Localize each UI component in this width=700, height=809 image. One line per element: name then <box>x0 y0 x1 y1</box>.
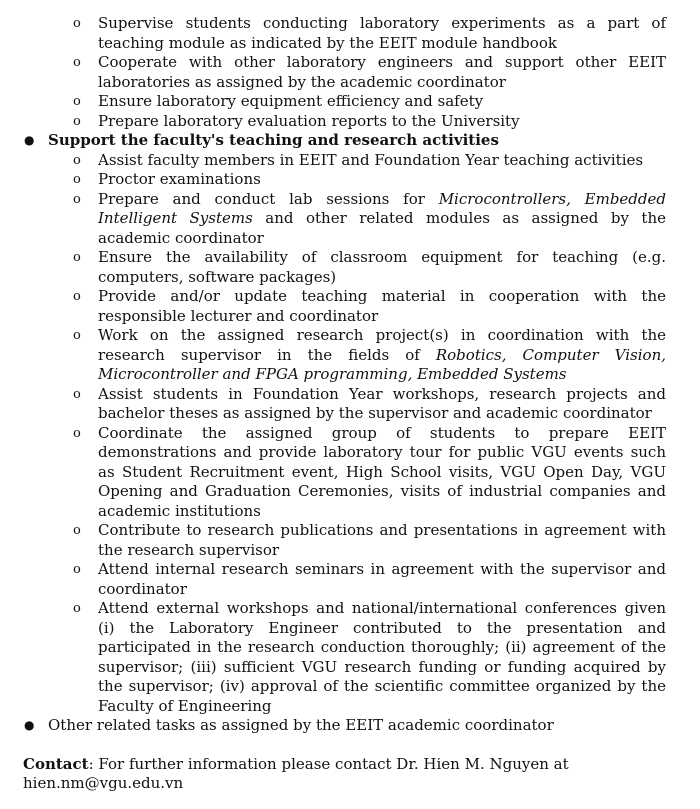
list-item: o Supervise students conducting laboratory experiments as a part of teaching module as indicated by the EEIT module handbook <box>73 14 666 52</box>
list-item: o Provide and/or update teaching material in cooperation with the responsible lecturer and coordinator <box>73 287 666 325</box>
sub-bullet: o <box>73 172 81 187</box>
list-item: o Work on the assigned research project(s) in coordination with the research supervisor in the fields of Robotics, Computer Vision, Microcontroller and FPGA programming, Embedded Systems <box>73 326 666 383</box>
list-item: o Cooperate with other laboratory engineers and support other EEIT laboratories as assigned by the academic coordinator <box>73 53 666 91</box>
sub-bullet: o <box>73 328 81 343</box>
list-item: o Assist faculty members in EEIT and Foundation Year teaching activities <box>73 150 644 169</box>
sub-bullet: o <box>73 191 81 207</box>
sub-bullet: o <box>73 55 81 70</box>
list-item: o Assist students in Foundation Year workshops, research projects and bachelor theses as assigned by the supervisor and academic coordinator <box>73 384 666 422</box>
list-item: o Ensure the availability of classroom equipment for teaching (e.g. computers, software packages) <box>73 248 666 286</box>
section-heading <box>0 716 668 736</box>
bullet: ● <box>24 718 35 732</box>
section-heading <box>0 131 668 151</box>
document-page <box>0 14 700 809</box>
contact-label: Contact <box>23 754 89 773</box>
sub-bullet: o <box>73 113 81 129</box>
sub-bullet: o <box>73 152 81 168</box>
sub-bullet: o <box>73 601 81 616</box>
list-item: o Attend internal research seminars in agreement with the supervisor and coordinator <box>73 560 666 598</box>
contact-paragraph <box>0 755 583 794</box>
list-item: o Prepare laboratory evaluation reports to the University <box>73 111 520 130</box>
list-item: o Ensure laboratory equipment efficiency and safety <box>73 92 484 110</box>
sub-bullet: o <box>73 523 81 538</box>
section-title: Support the faculty's teaching and research activities <box>48 131 499 149</box>
sub-bullet: o <box>73 94 81 109</box>
sub-bullet: o <box>73 289 81 304</box>
list-item: o Proctor examinations <box>73 170 261 188</box>
sub-bullet: o <box>73 16 81 31</box>
section-title: Other related tasks as assigned by the EEIT academic coordinator <box>48 716 554 734</box>
task-list <box>0 14 700 736</box>
list-item: o Contribute to research publications and presentations in agreement with the research supervisor <box>73 521 666 559</box>
sub-bullet: o <box>73 562 81 577</box>
list-item: o Coordinate the assigned group of students to prepare EEIT demonstrations and provide laboratory tour for public VGU events such as Student Recruitment event, High School visits, VGU Open Day, VGU Opening and Graduation Ceremonies, visits of industrial companies and academic institutions <box>73 423 666 520</box>
sub-bullet: o <box>73 425 81 441</box>
sub-bullet: o <box>73 250 81 265</box>
list-item: o Attend external workshops and national/international conferences given (i) the Laboratory Engineer contributed to the presentation and participated in the research conduction thoroughly; (ii) agreement of the supervisor; (iii) sufficient VGU research funding or funding acquired by the supervisor; (iv) approval of the scientific committee organized by the Faculty of Engineering <box>73 599 666 715</box>
sub-bullet: o <box>73 386 81 402</box>
bullet: ● <box>24 133 35 147</box>
contact-text: : For further information please contact Dr. Hien M. Nguyen at hien.nm@vgu.edu.vn <box>23 754 569 792</box>
list-item: o Prepare and conduct lab sessions for Microcontrollers, Embedded Intelligent Systems and other related modules as assigned by the academic coordinator <box>73 189 666 247</box>
